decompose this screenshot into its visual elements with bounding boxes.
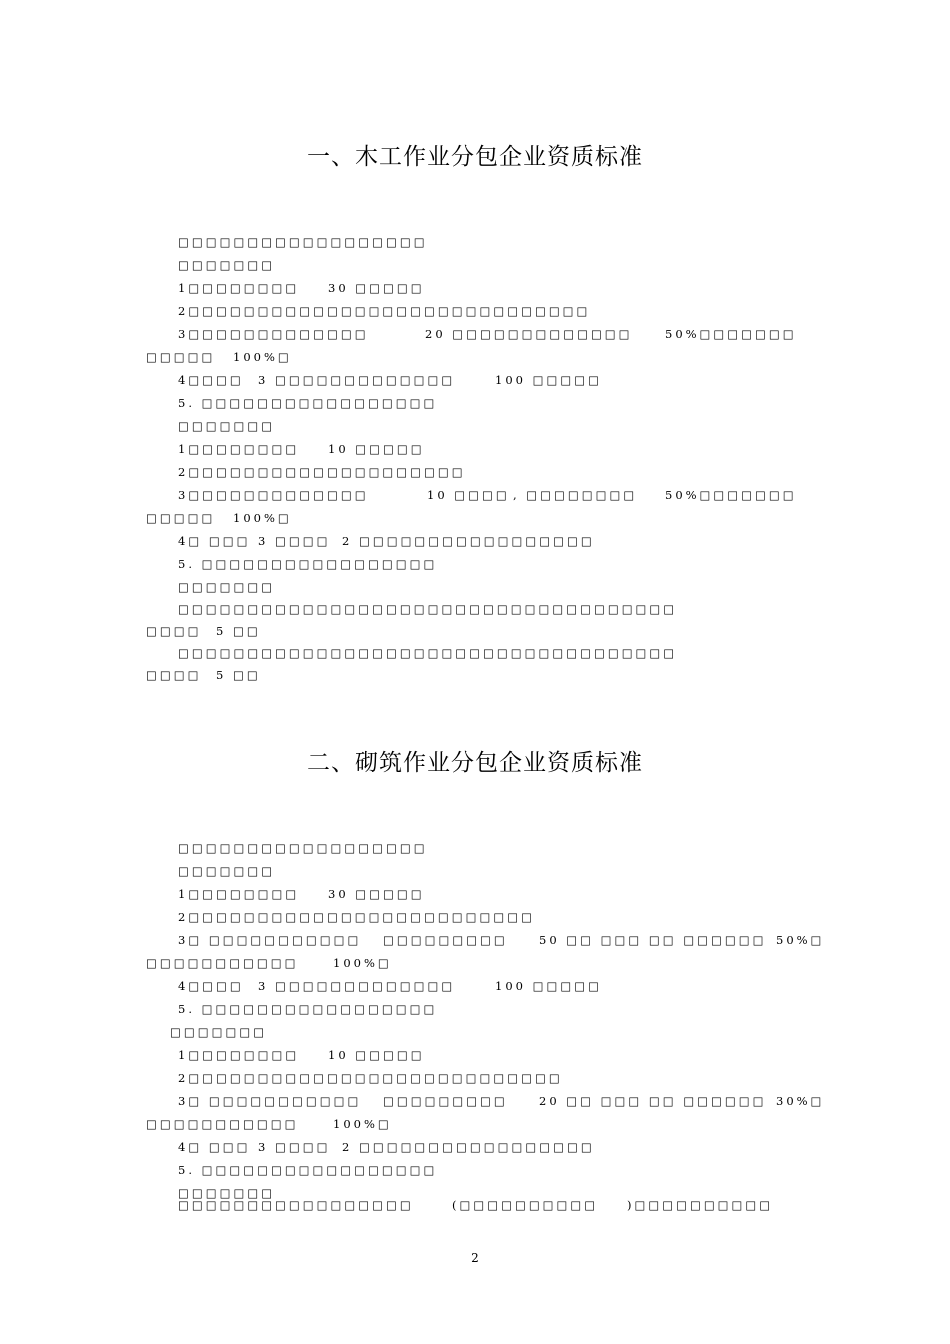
text-segment: □□□□□□□□□□□□□□□□□ (178, 1198, 414, 1212)
text-segment: 10 □□□□□ (328, 442, 425, 456)
text-segment: 50%□□□□□□□ (665, 488, 797, 502)
text-segment: 5. □□□□□□□□□□□□□□□□□ (178, 1163, 438, 1177)
text-segment: □□□□□□□□□□□□□□□□□□□□□□□□□□□□□□□□□□□□ (178, 646, 678, 660)
text-segment: 2□□□□□□□□□□□□□□□□□□□□□□□□□ (178, 910, 535, 924)
text-segment: 1□□□□□□□□ (178, 887, 300, 901)
text-segment: □□□□□ (146, 350, 216, 364)
page-number: 2 (471, 1251, 479, 1265)
text-segment: □□□□□□□□□□□ (146, 1117, 299, 1131)
text-segment: 5. □□□□□□□□□□□□□□□□□ (178, 1002, 438, 1016)
text-segment: 3□□□□□□□□□□□□□ (178, 488, 369, 502)
text-segment: 4□□□□ (178, 373, 244, 387)
text-segment: 100%□ (333, 1117, 392, 1131)
text-segment: □□□□□□□□□□□□□□□□□□ (178, 235, 428, 249)
text-segment: □□□□□□□ (178, 864, 276, 878)
text-segment: 50%□□□□□□□ (665, 327, 797, 341)
text-segment: 5 □□ (216, 668, 261, 682)
text-segment: 3 □□□□ (258, 534, 331, 548)
text-segment: 3□ □□□□□□□□□□□ (178, 933, 362, 947)
text-segment: 30 □□□□□ (328, 887, 425, 901)
text-segment: □□□□□□□ (178, 258, 276, 272)
text-segment: □□□□□ (146, 511, 216, 525)
text-segment: □□□□□□□ (170, 1025, 268, 1039)
text-segment: 4□ □□□ (178, 1140, 251, 1154)
text-segment: 4□□□□ (178, 979, 244, 993)
text-segment: 2□□□□□□□□□□□□□□□□□□□□□□□□□□□ (178, 1071, 563, 1085)
text-segment: )□□□□□□□□□□ (627, 1198, 774, 1212)
text-segment: 5. □□□□□□□□□□□□□□□□□ (178, 557, 438, 571)
text-segment: 100 □□□□□ (495, 979, 602, 993)
text-segment: 10 □□□□ (427, 488, 510, 502)
text-segment: 1□□□□□□□□ (178, 1048, 300, 1062)
text-segment: 10 □□□□□ (328, 1048, 425, 1062)
text-segment: 5 □□ (216, 624, 261, 638)
text-segment: 3 □□□□□□□□□□□□□ (258, 373, 456, 387)
text-segment: □□□□□□□□□□□ (146, 956, 299, 970)
text-segment: 2 □□□□□□□□□□□□□□□□□ (342, 1140, 595, 1154)
text-segment: 2□□□□□□□□□□□□□□□□□□□□□□□□□□□□□ (178, 304, 591, 318)
text-segment: , □□□□□□□□ (513, 488, 638, 502)
text-segment: □□□□ (146, 668, 202, 682)
text-segment: □□□□□□□□□□□□□□□□□□ (178, 841, 428, 855)
text-segment: □□□□□□□□□ (383, 933, 508, 947)
text-segment: □□□□□□□□□ (383, 1094, 508, 1108)
text-segment: 20 □□ □□□ □□ □□□□□□ (539, 1094, 767, 1108)
text-segment: □□□□□□□□□□□□□□□□□□□□□□□□□□□□□□□□□□□□ (178, 602, 678, 616)
text-segment: 3□ □□□□□□□□□□□ (178, 1094, 362, 1108)
section-1-title: 一、木工作业分包企业资质标准 (307, 144, 643, 170)
text-segment: 1□□□□□□□□ (178, 442, 300, 456)
text-segment: □□□□□□□ (178, 419, 276, 433)
text-segment: 4□ □□□ (178, 534, 251, 548)
text-segment: 3 □□□□□□□□□□□□□ (258, 979, 456, 993)
text-segment: 1□□□□□□□□ (178, 281, 300, 295)
text-segment: 3□□□□□□□□□□□□□ (178, 327, 369, 341)
text-segment: 20 □□□□□□□□□□□□□ (425, 327, 633, 341)
text-segment: 3 □□□□ (258, 1140, 331, 1154)
text-segment: 2□□□□□□□□□□□□□□□□□□□□ (178, 465, 466, 479)
text-segment: 30 □□□□□ (328, 281, 425, 295)
text-segment: □□□□□□□ (178, 1186, 276, 1200)
text-segment: 100%□ (233, 511, 292, 525)
text-segment: 100 □□□□□ (495, 373, 602, 387)
text-segment: 30%□ (776, 1094, 825, 1108)
text-segment: 5. □□□□□□□□□□□□□□□□□ (178, 396, 438, 410)
text-segment: 100%□ (233, 350, 292, 364)
text-segment: 50 □□ □□□ □□ □□□□□□ (539, 933, 767, 947)
text-segment: 50%□ (776, 933, 825, 947)
text-segment: 2 □□□□□□□□□□□□□□□□□ (342, 534, 595, 548)
section-2-title: 二、砌筑作业分包企业资质标准 (307, 750, 643, 776)
text-segment: (□□□□□□□□□□ (452, 1198, 599, 1212)
text-segment: □□□□□□□ (178, 580, 276, 594)
text-segment: 100%□ (333, 956, 392, 970)
text-segment: □□□□ (146, 624, 202, 638)
